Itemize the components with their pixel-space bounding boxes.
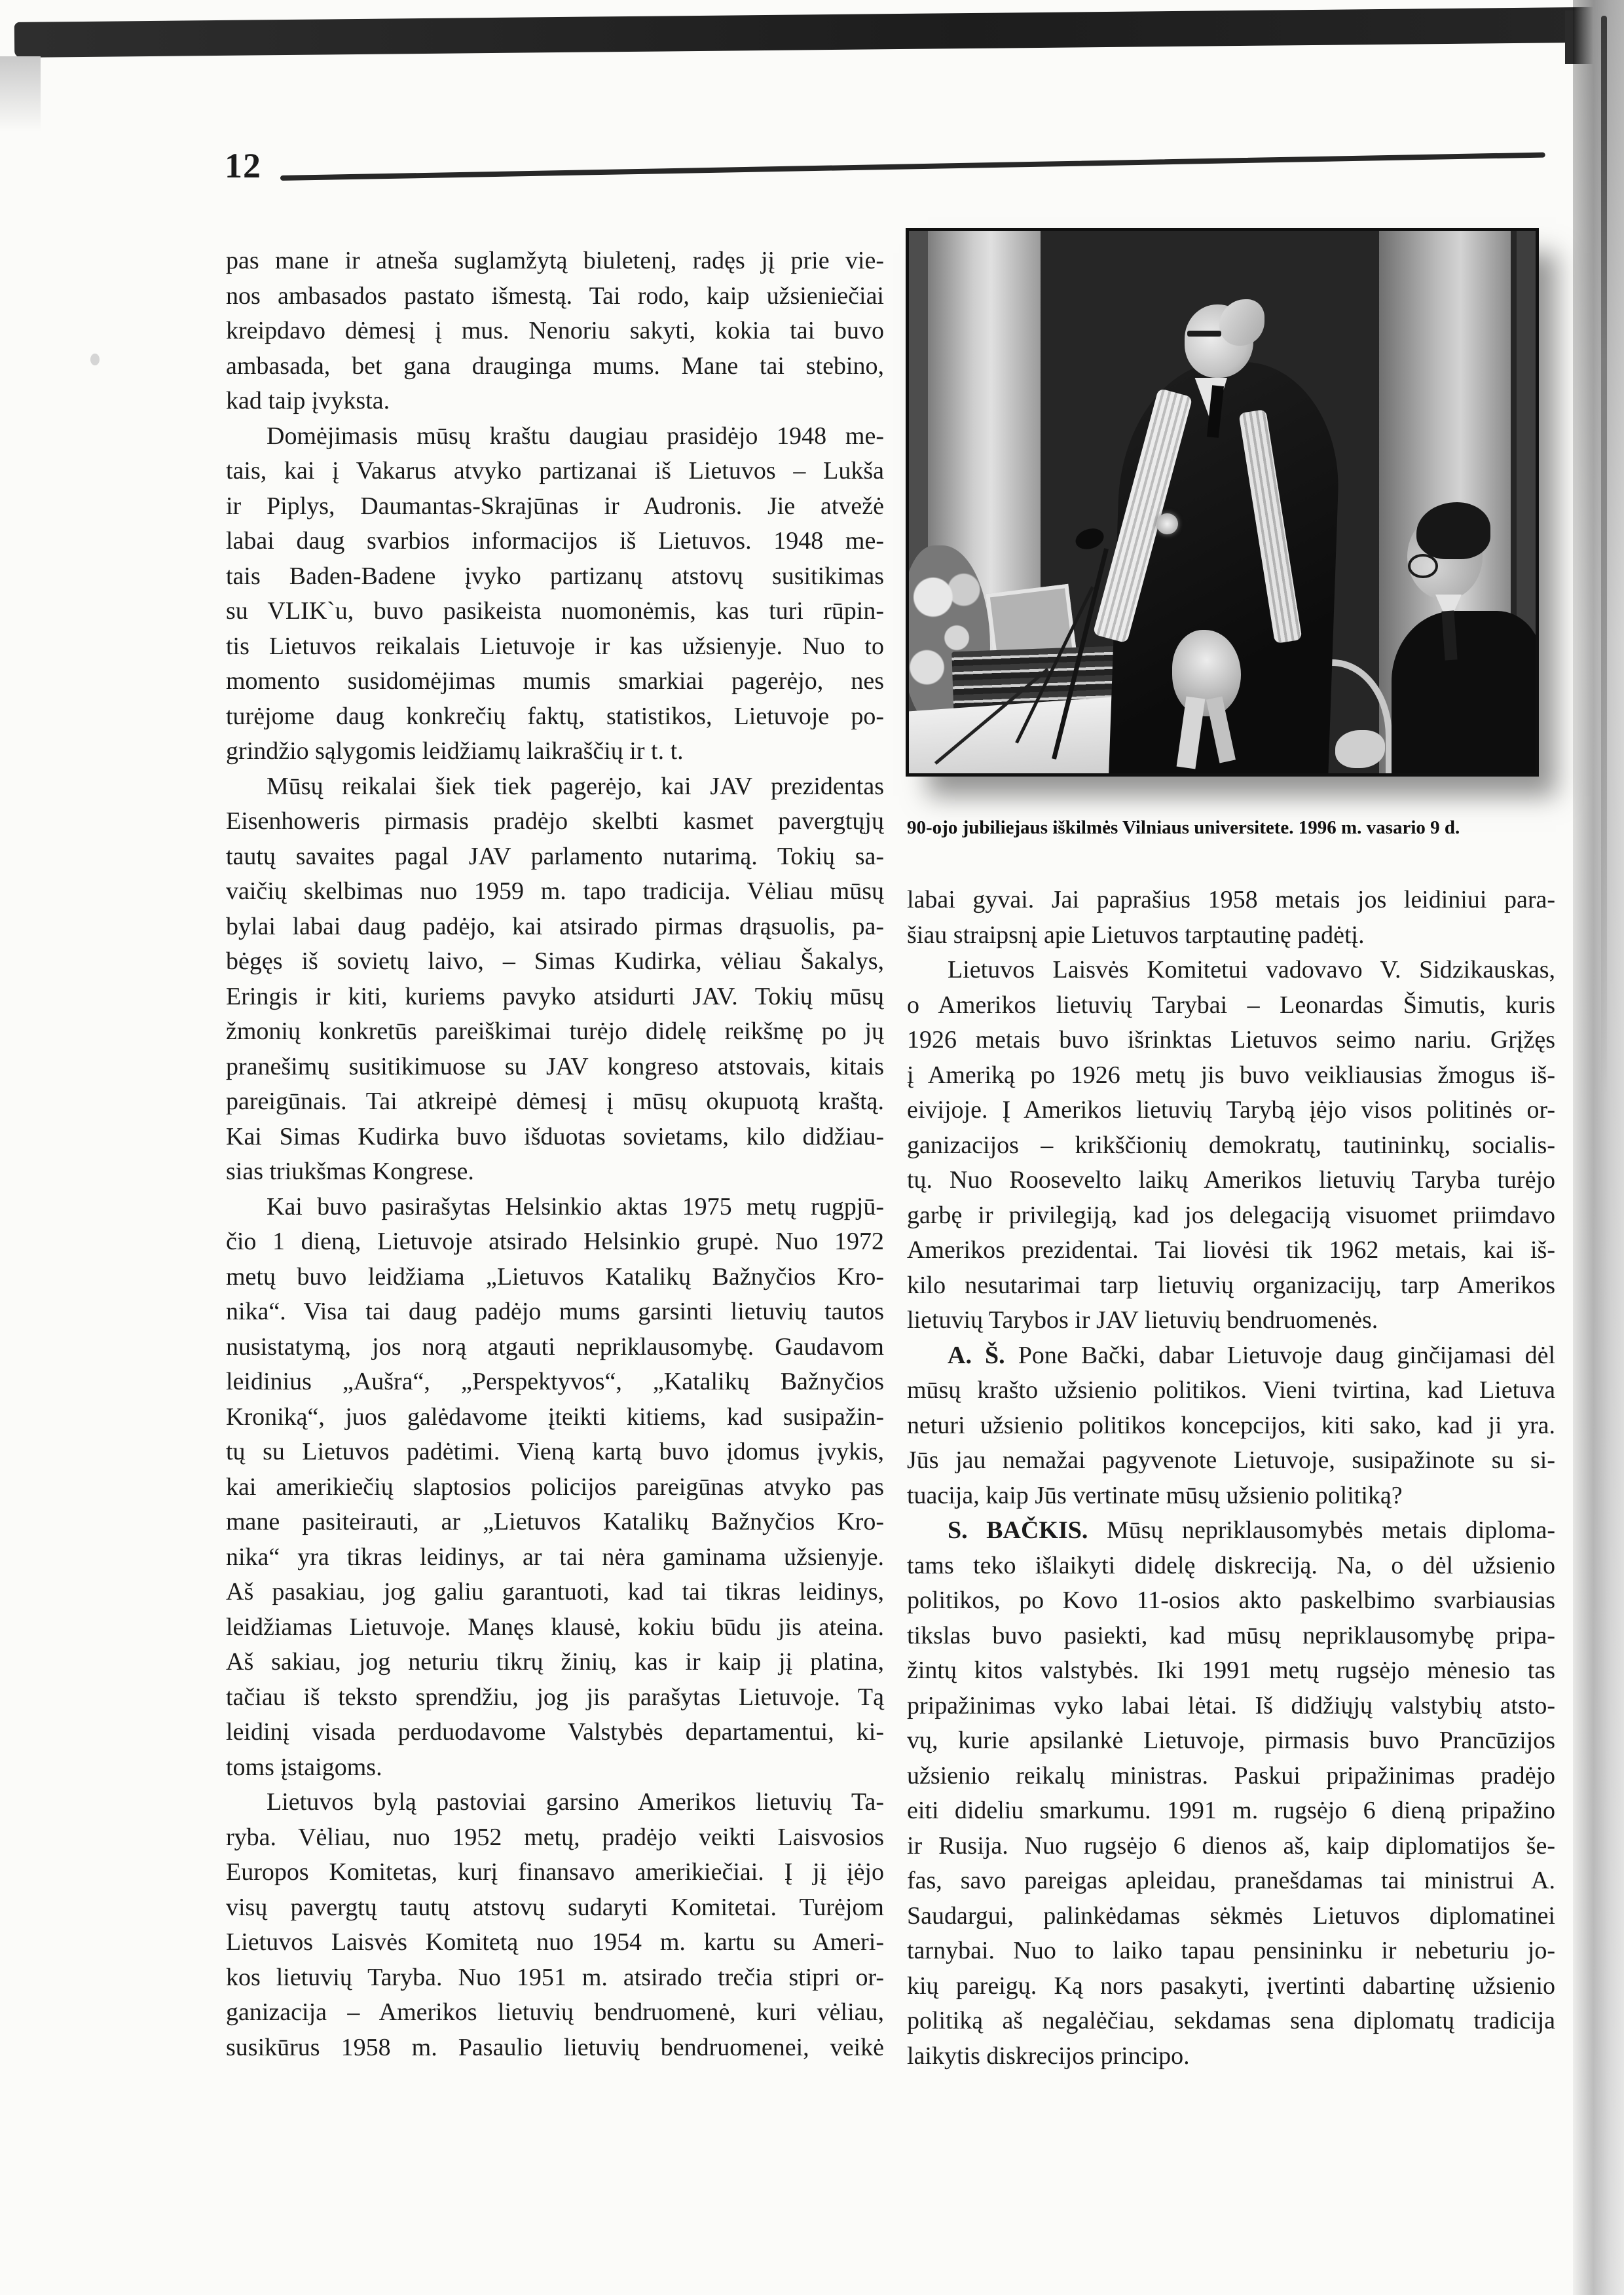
text-line: tų. Nuo Roosevelto laikų Amerikos lietuvių Taryba turėjo <box>907 1166 1555 1194</box>
text-line: vaičių skelbimas nuo 1959 m. tapo tradicija. Vėliau mūsų <box>226 877 884 905</box>
text-line: bėgęs iš sovietų laivo, – Simas Kudirka, vėliau Šakalys, <box>226 947 884 975</box>
text-line: neturi užsienio politikos koncepcijos, kiti sako, kad ji yra. <box>907 1411 1555 1439</box>
paragraph <box>226 769 884 1190</box>
page-number: 12 <box>225 146 261 185</box>
right-text-column <box>907 883 1555 2074</box>
text-line: ambasada, bet gana drauginga mums. Mane tai stebino, <box>226 352 884 380</box>
text-line: su VLIK`u, buvo pasikeista nuomonėmis, kas turi rūpin- <box>226 597 884 625</box>
photo-medal <box>1156 513 1178 534</box>
text-line: pripažinimas vyko labai lėtai. Iš didžiųjų valstybių atsto- <box>907 1691 1555 1719</box>
text-line: tačiau iš teksto sprendžiu, jog jis parašytas Lietuvoje. Tą <box>226 1683 884 1711</box>
text-line: Saudargui, palinkėdamas sėkmės Lietuvos diplomatinei <box>907 1901 1555 1930</box>
text-line: pareigūnais. Tai atkreipė dėmesį į mūsų okupuotą kraštą. <box>226 1088 884 1115</box>
photo-standing-man-glasses <box>1187 331 1221 337</box>
text-line: Aš pasakiau, jog galiu garantuoti, kad tai tikras leidinys, <box>226 1578 884 1606</box>
text-line: Lietuvos Laisvės Komitetui vadovavo V. Sidzikauskas, <box>948 956 1555 983</box>
scan-top-bar <box>14 7 1602 58</box>
text-line: fas, savo pareigas apleidau, pranešdamas tai ministrui A. <box>907 1867 1555 1894</box>
scan-left-shadow <box>0 56 41 132</box>
text-line: į Ameriką po 1926 metų jis buvo veikliausias žmogus iš- <box>907 1061 1555 1089</box>
text-line: mūsų krašto užsienio politikos. Vieni tvirtina, kad Lietuva <box>907 1376 1555 1404</box>
header-rule <box>280 153 1545 181</box>
text-line: nika“. Visa tai daug padėjo mums garsinti lietuvių tautos <box>226 1298 884 1325</box>
paragraph <box>907 1338 1555 1514</box>
text-line: užsienio reikalų ministras. Paskui pripažinimas pradėjo <box>907 1761 1555 1790</box>
text-line: vų, kurie apsilankė Lietuvoje, pirmasis buvo Prancūzijos <box>907 1727 1555 1754</box>
text-line: Kroniką“, juos galėdavome įteikti kitiems, kad susipažin- <box>226 1403 884 1431</box>
scan-edge-band <box>1573 0 1624 2295</box>
text-line: Mūsų reikalai šiek tiek pagerėjo, kai JAV prezidentas <box>267 772 884 800</box>
text-line: kių pareigų. Ką nors pasakyti, įvertinti dabartinę užsienio <box>907 1972 1555 2000</box>
paragraph <box>226 419 884 769</box>
text-line: S. BAČKIS. Mūsų nepriklausomybės metais diploma- <box>948 1516 1556 1544</box>
text-line: Kai Simas Kudirka buvo išduotas sovietams, kilo didžiau- <box>226 1122 884 1150</box>
text-line: tais Baden-Badene įvyko partizanų atstovų susitikimas <box>226 562 884 590</box>
text-line: Eisenhoweris pirmasis pradėjo skelbti kasmet pavergtųjų <box>226 807 884 835</box>
text-line: susikūrus 1958 m. Pasaulio lietuvių bendruomenei, veikė <box>226 2033 884 2061</box>
text-line: 1926 metais buvo išrinktas Lietuvos seimo nariu. Grįžęs <box>907 1026 1555 1054</box>
text-line: laikytis diskrecijos principo. <box>907 2042 1190 2070</box>
text-line: eivijoje. Į Amerikos lietuvių Tarybą įėjo visos politinės or- <box>907 1096 1555 1124</box>
paragraph <box>907 953 1555 1338</box>
text-line: ganizacija – Amerikos lietuvių bendruomenė, kuri vėliau, <box>226 1998 884 2026</box>
photo-seated-man-glasses <box>1408 554 1438 579</box>
event-photo <box>906 228 1539 777</box>
paragraph <box>907 1513 1555 2074</box>
text-line: ir Rusija. Nuo rugsėjo 6 dienos aš, kaip diplomatijos še- <box>907 1831 1555 1860</box>
text-line: visų pavergtų tautų atstovų sudaryti Komitetai. Turėjom <box>226 1893 884 1921</box>
text-line: tams teko išlaikyti didelę diskreciją. Na, o dėl užsienio <box>907 1551 1555 1579</box>
text-line: tikslas buvo pasiekti, kad mūsų nepriklausomybę pripa- <box>907 1621 1555 1649</box>
text-line: kilo nesutarimai tarp lietuvių organizacijų, tarp Amerikos <box>907 1271 1555 1299</box>
text-line: kai amerikiečių slaptosios policijos pareigūnas atvyko pas <box>226 1473 884 1501</box>
text-line: žintų kitos valstybės. Iki 1991 metų rugsėjo mėnesio tas <box>907 1657 1555 1684</box>
text-line: tų su Lietuvos padėtimi. Vieną kartą buvo įdomus įvykis, <box>226 1438 884 1465</box>
text-line: politikos, po Kovo 11-osios akto paskelbimo svarbiausias <box>907 1587 1555 1614</box>
photo-microphone-icon <box>1073 525 1106 553</box>
text-line: čio 1 dieną, Lietuvoje atsirado Helsinkio grupė. Nuo 1972 <box>226 1228 884 1255</box>
text-line: leidinius „Aušra“, „Perspektyvos“, „Katalikų Bažnyčios <box>226 1368 884 1395</box>
text-line: lietuvių Tarybos ir JAV lietuvių bendruomenės. <box>907 1306 1378 1334</box>
text-line: turėjome daug konkrečių faktų, statistikos, Lietuvoje po- <box>226 702 884 730</box>
text-line: ryba. Vėliau, nuo 1952 metų, pradėjo veikti Laisvosios <box>226 1823 884 1851</box>
text-line: labai gyvai. Jai paprašius 1958 metais jos leidiniui para- <box>907 886 1555 913</box>
text-line: politiką aš negalėčiau, sekdamas sena diplomatų tradicija <box>907 2007 1555 2034</box>
text-line: toms įstaigoms. <box>226 1753 382 1781</box>
text-line: mane pasiteirauti, ar „Lietuvos Katalikų Bažnyčios Kro- <box>226 1508 884 1535</box>
text-line: Aš sakiau, jog neturiu tikrų žinių, kas ir kaip jį platina, <box>226 1648 884 1676</box>
text-line: žmonių konkretūs pareiškimai turėjo didelę reikšmę po jų <box>226 1018 884 1045</box>
text-line: o Amerikos lietuvių Tarybai – Leonardas Šimutis, kuris <box>907 991 1555 1019</box>
text-line: tais, kai į Vakarus atvyko partizanai iš Lietuvos – Lukša <box>226 457 884 485</box>
text-line: pas mane ir atneša suglamžytą biuletenį, radęs jį prie vie- <box>226 247 884 274</box>
text-line: metų buvo leidžiama „Lietuvos Katalikų Bažnyčios Kro- <box>226 1262 884 1291</box>
text-line: nos ambasados pastato išmestą. Tai rodo, kaip užsieniečiai <box>226 282 884 310</box>
text-line: pranešimų susitikimuose su JAV kongreso atstovais, kitais <box>226 1052 884 1080</box>
text-line: ganizacijos – krikščionių demokratų, tautininkų, socialis- <box>907 1131 1555 1159</box>
text-line: leidžiamas Lietuvoje. Manęs klausė, kokiu būdu jis ateina. <box>226 1613 884 1641</box>
left-text-column <box>226 244 884 2065</box>
text-line: Europos Komitetas, kurį finansavo amerikiečiai. Į jį įėjo <box>226 1858 884 1886</box>
text-line: momento susidomėjimas mumis smarkiai pagerėjo, nes <box>226 667 884 695</box>
text-line: šiau straipsnį apie Lietuvos tarptautinę padėtį. <box>907 921 1365 949</box>
text-line: tuacija, kaip Jūs vertinate mūsų užsienio politiką? <box>907 1481 1403 1509</box>
text-line: Lietuvos Laisvės Komitetą nuo 1954 m. kartu su Ameri- <box>226 1928 884 1956</box>
text-line: sias triukšmas Kongrese. <box>226 1158 474 1185</box>
paragraph <box>226 244 884 419</box>
paragraph <box>226 1190 884 1786</box>
text-line: tarnybai. Nuo to laiko tapau pensininku ir nebeturiu jo- <box>907 1937 1555 1964</box>
photo-hand <box>1335 730 1386 768</box>
text-line: tautų savaites pagal JAV parlamento nutarimą. Tokių sa- <box>226 842 884 870</box>
text-line: nusistatymą, jos norą atgauti nepriklausomybę. Gaudavom <box>226 1332 884 1361</box>
paragraph <box>226 1785 884 2065</box>
text-line: kreipdavo dėmesį į mus. Nenoriu sakyti, kokia tai buvo <box>226 317 884 344</box>
paragraph <box>907 883 1555 953</box>
text-line: A. Š. Pone Bački, dabar Lietuvoje daug ginčijamasi dėl <box>948 1341 1556 1369</box>
text-line: Lietuvos bylą pastoviai garsino Amerikos lietuvių Ta- <box>267 1788 884 1816</box>
text-line: Jūs jau nemažai pagyvenote Lietuvoje, susipažinote su si- <box>907 1446 1555 1474</box>
text-line: Amerikos prezidentai. Tai liovėsi tik 1962 metais, kai iš- <box>907 1236 1555 1264</box>
text-line: Eringis ir kiti, kuriems pavyko atsidurti JAV. Tokių mūsų <box>226 982 884 1010</box>
scan-speck <box>90 354 100 365</box>
text-line: labai daug svarbios informacijos iš Lietuvos. 1948 me- <box>226 527 884 555</box>
text-line: grindžio sąlygomis leidžiamų laikraščių ir t. t. <box>226 737 684 765</box>
text-line: nika“ yra tikras leidinys, ar tai nėra gaminama užsienyje. <box>226 1543 884 1571</box>
text-line: kad taip įvyksta. <box>226 387 390 414</box>
text-line: tis Lietuvos reikalais Lietuvoje ir kas užsienyje. Nuo to <box>226 632 884 660</box>
photo-caption: 90-ojo jubiliejaus iškilmės Vilniaus universitete. 1996 m. vasario 9 d. <box>907 817 1460 838</box>
text-line: leidinį visada perduodavome Valstybės departamentui, ki- <box>226 1718 884 1746</box>
text-line: Domėjimasis mūsų kraštu daugiau prasidėjo 1948 me- <box>267 422 884 450</box>
photo-seated-man-body <box>1392 611 1539 777</box>
text-line: Kai buvo pasirašytas Helsinkio aktas 1975 metų rugpjū- <box>267 1192 884 1221</box>
text-line: eiti dideliu smarkumu. 1991 m. rugsėjo 6 dieną pripažino <box>907 1797 1555 1824</box>
text-line: kos lietuvių Taryba. Nuo 1951 m. atsirado trečia stipri or- <box>226 1963 884 1991</box>
scan-edge-line <box>1601 16 1607 1096</box>
text-line: garbę ir privilegiją, kad jos delegaciją visuomet priimdavo <box>907 1201 1555 1229</box>
text-line: ir Piplys, Daumantas-Skrajūnas ir Audronis. Jie atvežė <box>226 492 884 520</box>
text-line: bylai labai daug padėjo, kai atsirado pirmas drąsuolis, pa- <box>226 912 884 940</box>
